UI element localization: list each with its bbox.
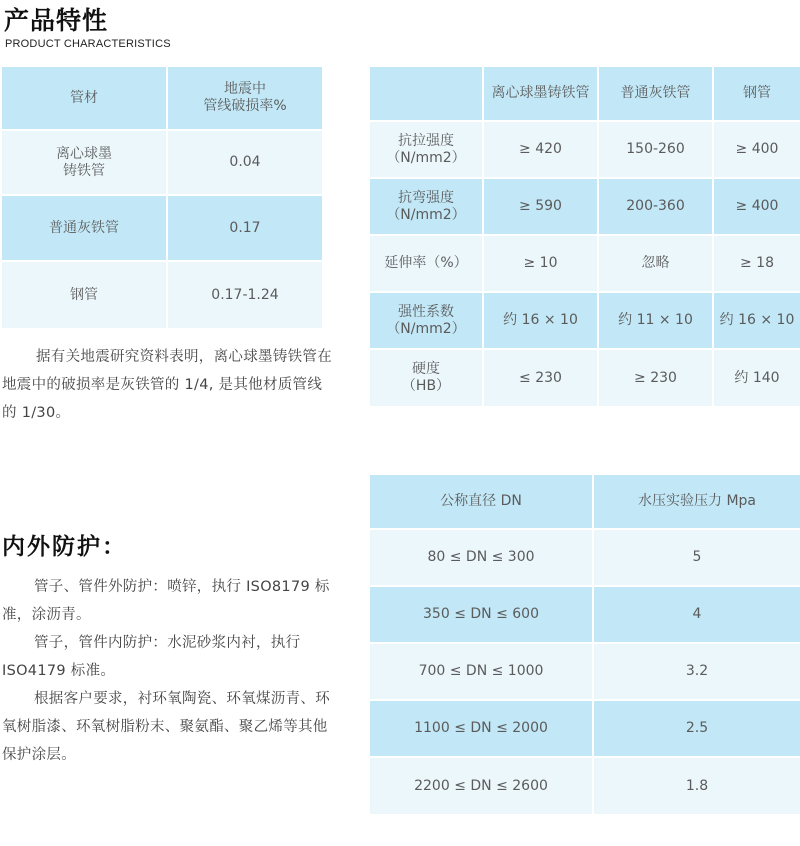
- protection-heading: 内外防护：: [2, 534, 127, 560]
- protection-text: [2, 573, 332, 769]
- header-material: 管材: [2, 67, 168, 131]
- material-cell: 离心球墨 铸铁管: [2, 131, 168, 196]
- header-dn: 公称直径 DN: [370, 475, 594, 530]
- ductile-value: ≥ 590: [484, 179, 599, 236]
- material-cell: 普通灰铁管: [2, 196, 168, 262]
- dn-range: 2200 ≤ DN ≤ 2600: [370, 758, 594, 814]
- protection-paragraph: 管子，管件内防护：水泥砂浆内衬，执行 ISO4179 标准。: [2, 635, 301, 679]
- steel-value: 约 16 × 10: [714, 293, 800, 350]
- gray-value: 约 11 × 10: [599, 293, 714, 350]
- gray-value: 150-260: [599, 122, 714, 179]
- dn-range: 700 ≤ DN ≤ 1000: [370, 644, 594, 701]
- protection-paragraph: 根据客户要求，衬环氧陶瓷、环氧煤沥青、环氧树脂漆、环氧树脂粉末、聚氨酯、聚乙烯等其他保护涂层。: [2, 691, 330, 763]
- table-row: [370, 701, 800, 758]
- header-steel: 钢管: [714, 67, 800, 122]
- gray-value: ≥ 230: [599, 350, 714, 406]
- ductile-value: ≥ 10: [484, 236, 599, 293]
- test-pressure: 3.2: [594, 644, 800, 701]
- test-pressure: 4: [594, 587, 800, 644]
- section-title: 产品特性: [4, 6, 109, 35]
- header-gray: 普通灰铁管: [599, 67, 714, 122]
- ductile-value: ≤ 230: [484, 350, 599, 406]
- property-label: 延伸率（%）: [370, 236, 484, 293]
- gray-value: 200-360: [599, 179, 714, 236]
- rate-cell: 0.17: [168, 196, 322, 262]
- table-row: [370, 644, 800, 701]
- quake-note: 据有关地震研究资料表明，离心球墨铸铁管在地震中的破损率是灰铁管的 1/4, 是其他材质管线的 1/30。: [2, 349, 332, 421]
- test-pressure: 2.5: [594, 701, 800, 758]
- quake-damage-table: [2, 67, 322, 328]
- test-pressure: 5: [594, 530, 800, 587]
- table-row: [370, 758, 800, 814]
- test-pressure: 1.8: [594, 758, 800, 814]
- table-row: [370, 236, 800, 293]
- table-row: [370, 587, 800, 644]
- rate-cell: 0.04: [168, 131, 322, 196]
- material-cell: 钢管: [2, 262, 168, 328]
- steel-value: ≥ 400: [714, 179, 800, 236]
- rate-cell: 0.17-1.24: [168, 262, 322, 328]
- table-row: [2, 131, 322, 196]
- property-label: 抗弯强度 （N/mm2）: [370, 179, 484, 236]
- pressure-table: [370, 475, 800, 814]
- property-table: [370, 67, 800, 406]
- header-damage-rate: 地震中 管线破损率%: [168, 67, 322, 131]
- table-row: [370, 179, 800, 236]
- steel-value: ≥ 400: [714, 122, 800, 179]
- table-row: [370, 350, 800, 406]
- steel-value: 约 140: [714, 350, 800, 406]
- table-row: [370, 530, 800, 587]
- table-row: [370, 122, 800, 179]
- table-row: [2, 196, 322, 262]
- table-row: [2, 262, 322, 328]
- header-empty: [370, 67, 484, 122]
- gray-value: 忽略: [599, 236, 714, 293]
- dn-range: 350 ≤ DN ≤ 600: [370, 587, 594, 644]
- dn-range: 1100 ≤ DN ≤ 2000: [370, 701, 594, 758]
- ductile-value: 约 16 × 10: [484, 293, 599, 350]
- property-label: 抗拉强度 （N/mm2）: [370, 122, 484, 179]
- ductile-value: ≥ 420: [484, 122, 599, 179]
- table-row: [370, 293, 800, 350]
- header-ductile: 离心球墨铸铁管: [484, 67, 599, 122]
- header-pressure: 水压实验压力 Mpa: [594, 475, 800, 530]
- protection-paragraph: 管子、管件外防护：喷锌，执行 ISO8179 标准，涂沥青。: [2, 579, 330, 623]
- property-label: 硬度 （HB）: [370, 350, 484, 406]
- property-label: 强性系数 （N/mm2）: [370, 293, 484, 350]
- steel-value: ≥ 18: [714, 236, 800, 293]
- section-subtitle: PRODUCT CHARACTERISTICS: [5, 38, 171, 50]
- dn-range: 80 ≤ DN ≤ 300: [370, 530, 594, 587]
